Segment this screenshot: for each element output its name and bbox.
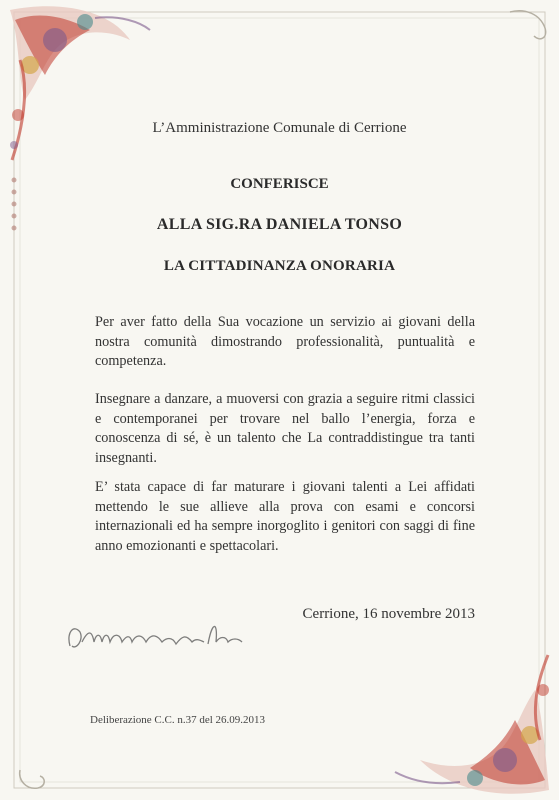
conferisce-title: CONFERISCE [230, 176, 329, 192]
paragraph-motivation: Per aver fatto della Sua vocazione un servizio ai giovani della nostra comunità dimostrando professionalità, puntualità e competenza. [95, 314, 475, 369]
deliberation-note: Deliberazione C.C. n.37 del 26.09.2013 [90, 714, 266, 726]
honor-title: LA CITTADINANZA ONORARIA [163, 258, 396, 274]
recipient-title: ALLA SIG.RA DANIELA TONSO [156, 216, 403, 233]
handwritten-signature-icon [62, 612, 262, 660]
administration-heading: L’Amministrazione Comunale di Cerrione [152, 120, 407, 136]
bottom-right-floral-corner-icon [395, 655, 549, 794]
paragraph-talent: Insegnare a danzare, a muoversi con grazia a seguire ritmi classici e contemporanei per trovare nel ballo l’energia, forza e conoscenza di sé, è un talento che La contraddistingue tra tanti insegnanti. [95, 391, 475, 466]
paragraph-achievements: E’ stata capace di far maturare i giovani talenti a Lei affidati mettendo le sue allieve alla prova con esami e concorsi internazionali ed ha sempre inorgoglito i genitori con saggi di fine anno emozionanti e spettacolari. [95, 479, 475, 554]
place-date: Cerrione, 16 novembre 2013 [302, 606, 475, 622]
